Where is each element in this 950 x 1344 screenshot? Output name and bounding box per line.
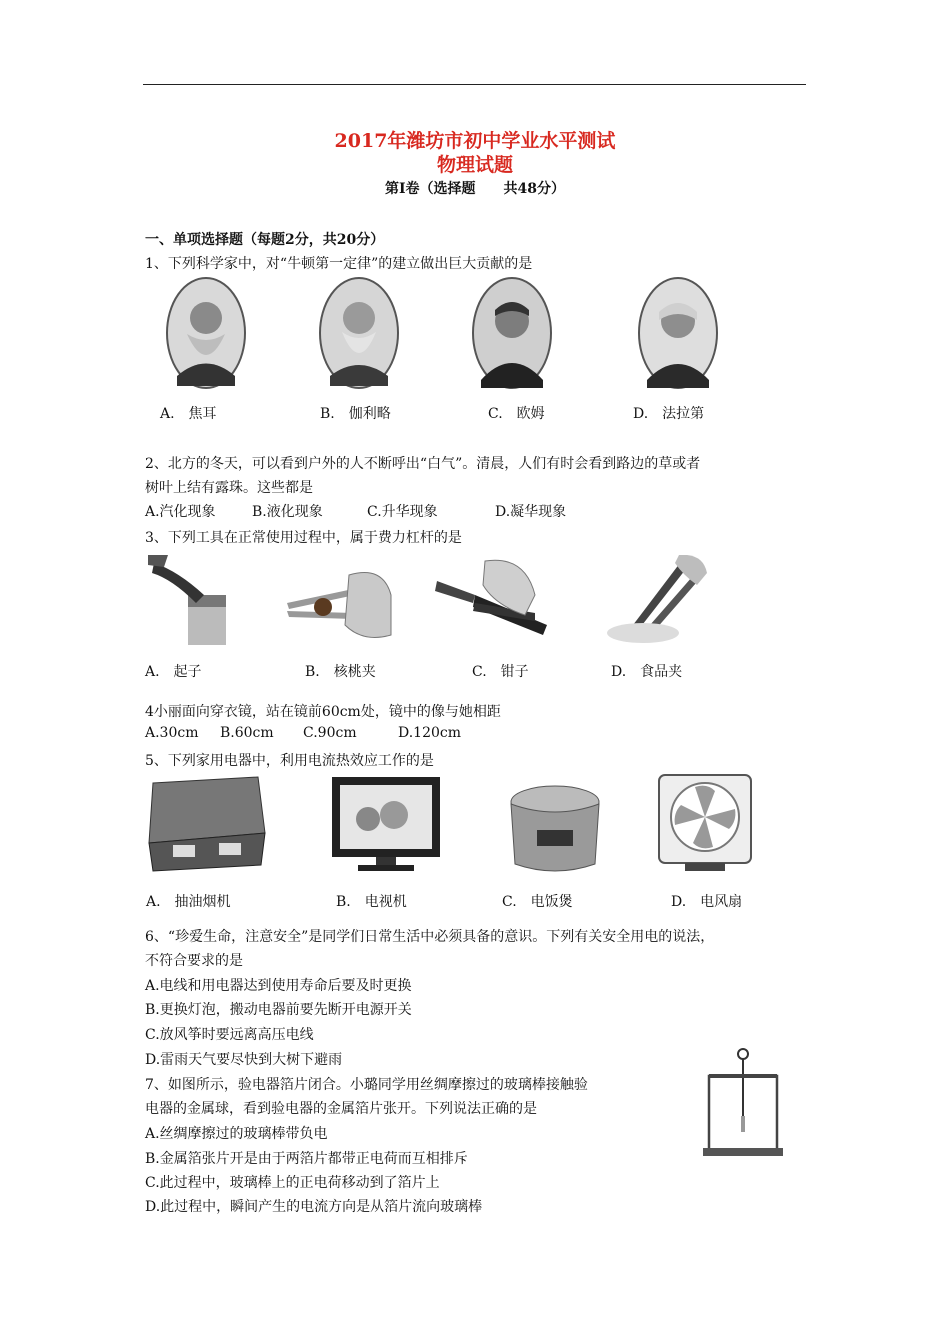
q4-option-d: D.120cm <box>398 725 462 741</box>
q3-option-c: C. 钳子 <box>472 664 529 680</box>
q1-option-d: D. 法拉第 <box>633 406 705 422</box>
q3-option-b: B. 核桃夹 <box>305 664 376 680</box>
q7-stem-line2: 电器的金属球，看到验电器的金属箔片张开。下列说法正确的是 <box>145 1101 537 1117</box>
q7-option-a: A.丝绸摩擦过的玻璃棒带负电 <box>145 1126 328 1142</box>
q2-options <box>145 501 566 521</box>
q7-option-c: C.此过程中，玻璃棒上的正电荷移动到了箔片上 <box>145 1175 440 1191</box>
portrait-galileo <box>318 276 400 390</box>
q5-option-a: A. 抽油烟机 <box>146 894 231 910</box>
q1-stem: 1、下列科学家中，对“牛顿第一定律”的建立做出巨大贡献的是 <box>145 256 533 272</box>
q4-option-b: B.60cm <box>220 725 274 741</box>
q2-option-b: B.液化现象 <box>252 504 323 520</box>
q6-stem-line2: 不符合要求的是 <box>145 953 243 969</box>
pliers-photo <box>435 555 550 643</box>
electroscope-diagram <box>695 1046 785 1158</box>
exam-title: 2017年潍坊市初中学业水平测试 <box>334 130 616 152</box>
exam-subject: 物理试题 <box>436 154 513 176</box>
q2-option-d: D.凝华现象 <box>495 504 567 520</box>
q3-option-a: A. 起子 <box>145 664 202 680</box>
q2-stem-line1: 2、北方的冬天，可以看到户外的人不断呼出“白气”。清晨，人们有时会看到路边的草或者 <box>145 456 701 472</box>
q4-options <box>145 725 461 741</box>
section-heading: 一、单项选择题（每题2分，共20分） <box>145 232 385 248</box>
q5-option-c: C. 电饭煲 <box>502 894 573 910</box>
q3-option-d: D. 食品夹 <box>611 664 683 680</box>
q2-stem-line2: 树叶上结有露珠。这些都是 <box>145 480 313 496</box>
q6-option-b: B.更换灯泡，搬动电器前要先断开电源开关 <box>145 1002 412 1018</box>
q3-stem: 3、下列工具在正常使用过程中，属于费力杠杆的是 <box>145 530 462 546</box>
q7-option-d: D.此过程中，瞬间产生的电流方向是从箔片流向玻璃棒 <box>145 1199 483 1215</box>
header-rule <box>143 84 806 85</box>
q1-option-a: A. 焦耳 <box>160 406 217 422</box>
q2-option-c: C.升华现象 <box>367 504 438 520</box>
bottle-opener-photo <box>148 555 238 647</box>
portrait-faraday <box>637 276 719 390</box>
range-hood-photo <box>143 773 268 873</box>
rice-cooker-photo <box>507 780 603 876</box>
portrait-ohm <box>471 276 553 390</box>
q1-option-c: C. 欧姆 <box>488 406 545 422</box>
q4-option-a: A.30cm <box>145 725 199 741</box>
q7-option-b: B.金属箔张片开是由于两箔片都带正电荷而互相排斥 <box>145 1151 468 1167</box>
q6-option-c: C.放风筝时要远离高压电线 <box>145 1027 314 1043</box>
part-heading: 第Ⅰ卷（选择题 共48分） <box>384 181 566 197</box>
q6-stem-line1: 6、“珍爱生命，注意安全”是同学们日常生活中必须具备的意识。下列有关安全用电的说法， <box>145 929 715 945</box>
electric-fan-photo <box>655 773 755 873</box>
q6-option-d: D.雷雨天气要尽快到大树下避雨 <box>145 1052 343 1068</box>
television-photo <box>330 775 442 875</box>
food-tongs-photo <box>603 555 708 647</box>
q5-stem: 5、下列家用电器中，利用电流热效应工作的是 <box>145 753 434 769</box>
q4-stem: 4小丽面向穿衣镜，站在镜前60cm处，镜中的像与她相距 <box>145 704 501 720</box>
q5-option-d: D. 电风扇 <box>671 894 743 910</box>
portrait-joule <box>165 276 247 390</box>
q4-option-c: C.90cm <box>303 725 357 741</box>
q7-stem-line1: 7、如图所示，验电器箔片闭合。小璐同学用丝绸摩擦过的玻璃棒接触验 <box>145 1077 588 1093</box>
q1-option-b: B. 伽利略 <box>320 406 391 422</box>
q5-option-b: B. 电视机 <box>336 894 407 910</box>
q2-option-a: A.汽化现象 <box>145 504 216 520</box>
q6-option-a: A.电线和用电器达到使用寿命后要及时更换 <box>145 978 412 994</box>
nutcracker-photo <box>283 555 393 645</box>
